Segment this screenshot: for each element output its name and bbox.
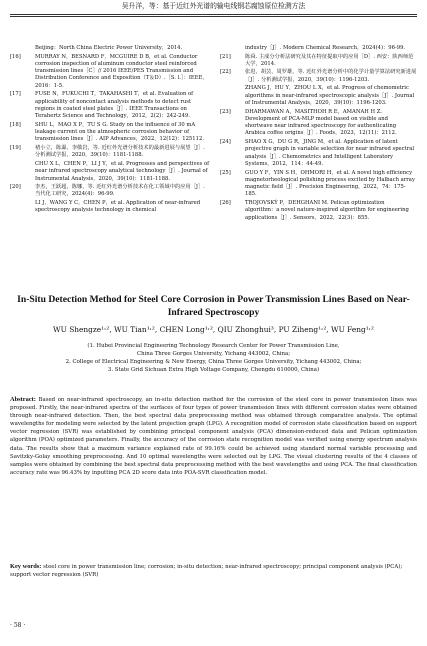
reference-number: [17] <box>10 91 21 98</box>
reference-entry <box>220 109 417 138</box>
references-right-column <box>220 45 417 223</box>
running-header: 吴升洋，等：基于近红外光谱的输电线钢芯腐蚀原位检测方法 <box>121 2 306 10</box>
author-list: WU Shengze¹˒², WU Tian¹˒², CHEN Long¹˒², QIU Zhonghui³, PU Ziheng¹˒², WU Feng¹˒² <box>53 325 374 334</box>
affiliation-line: China Three Gorges University, Yichang 443002, China; <box>136 351 291 357</box>
reference-number: [23] <box>220 108 231 115</box>
reference-entry <box>10 122 210 144</box>
reference-entry <box>220 45 417 52</box>
reference-number: [21] <box>220 53 231 60</box>
reference-text: FUSE N，FUKUCHI T，TAKAHASHI T，et al. Evaluation of applicability of noncontact analysis methods to detect rust regions in coated steel plates［J］. IEEE Transactions on Terahertz Science and Technology，2012，2(2)：242-249. <box>35 91 194 120</box>
affiliation-line: 3. State Grid Sichuan Extra High Voltage Company, Chengdu 610000, China) <box>107 367 320 373</box>
keywords <box>10 563 417 579</box>
reference-entry <box>220 85 417 107</box>
reference-entry <box>10 184 210 199</box>
reference-text: TROJOVSKÝ P，DEHGHANI M. Pelican optimization algorithm：a novel nature-inspired algorithm for engineering applications［J］. Sensors，2022，22(3)：855. <box>245 200 409 221</box>
reference-text: ZHANG J，HU Y，ZHOU L X，et al. Progress of chemometric algorithms in near-infrared spectroscopic analysis［J］. Journal of Instrumental Analysis，2020，39(10)：1196-1203. <box>245 85 415 106</box>
page-number: · 58 · <box>10 622 26 629</box>
affiliation-line: (1. Hubei Provincial Engineering Technology Research Center for Power Transmission Line, <box>87 343 340 349</box>
reference-text: 陈舜. 主成分分析法研究及其在特征提取中的应用［D］. 西安：陕西师范大学，2014. <box>245 53 414 67</box>
reference-entry <box>10 45 210 52</box>
reference-entry <box>220 54 417 69</box>
reference-entry <box>220 139 417 168</box>
reference-entry <box>10 161 210 183</box>
abstract-text: Based on near-infrared spectroscopy, an in-situ detection method for the corrosion of the steel core in power transmission lines was proposed. Firstly, the near-infrared spectra of the surfaces of four types of power transmission lines with different corrosion states were obtained through near-infrared detection. Then, the best spectral data preprocessing method was obtained through comparative analysis. The optimal wavelengths for modeling were selected by the latent projection graph (LPG). A recognition model of corrosion state classification based on support vector regression (SVR) was established by combining principal component analysis (PCA) dimension-reduced data and Pelican optimization algorithm (POA) optimized parameters. Finally, the accuracy of the corrosion state recognition model was verified using energy spectrum analysis data. The results show that a maximum variance explained rate of 99.16% could be achieved using standard normal variable processing and Savitzky-Golay smoothing preprocessing. And 10 optimal wavelengths were selected out by LPG. The visual clustering results of the 4 classes of samples were obtained by combining the best spectral data preprocessing method with the best wavelengths and using PCA. The final classification accuracy rate was 96.43% by inputting PCA 2D score data into POA-SVR classification model. <box>10 397 417 476</box>
reference-text: CHU X L，CHEN P，LI J Y，et al. Progresses and perspectives of near infrared spectroscopy analytical technology［J］. Journal of Instrumental Analysis，2020，39(10)：1181-1188. <box>35 160 210 182</box>
reference-number: [22] <box>220 69 231 76</box>
affiliation-line: 2. College of Electrical Engineering & New Energy, China Three Gorges University, Yichang 443002, China; <box>65 359 362 365</box>
paper-title: In-Situ Detection Method for Steel Core Corrosion in Power Transmission Lines Based on Near-Infrared Spectroscopy <box>17 294 410 318</box>
reference-number: [24] <box>220 139 231 146</box>
abstract <box>10 396 417 477</box>
reference-text: MURRAY N，BESNARD F，MCGUIRE D B，et al. Conductor corrosion inspection of aluminum conductor steel reinforced transmission lines［C］// 2016 IEEE/PES Transmission and Distribution Conference and Exposition（T＆D）.［S. l.］：IEEE，2016：1-5. <box>35 53 208 89</box>
header-rule-double <box>10 16 417 17</box>
keywords-text: steel core in power transmission line; corrosion; in-situ detection; near-infrared spectroscopy; principal component analysis (PCA); support vector regression (SVR) <box>10 564 403 579</box>
header-rule <box>10 14 417 15</box>
reference-entry <box>10 54 210 90</box>
reference-entry <box>10 91 210 120</box>
reference-number: [19] <box>10 145 21 152</box>
reference-text: DHARMAWAN A，MASITHOH R E，AMANAH H Z. Development of PCA-MLP model based on visible and shortwave near infrared spectroscopy for authenticating Arabica coffee origins［J］. Foods，2023，12(11)：2112. <box>245 108 397 137</box>
reference-entry <box>220 200 417 222</box>
reference-number: [20] <box>10 184 21 191</box>
reference-entry <box>10 200 210 215</box>
reference-entry <box>10 145 210 160</box>
reference-text: 褚小立，陈瀑，李敬岩，等. 近红外光谱分析技术的最新进展与展望［J］. 分析测试学报，2020，39(10)：1181-1188. <box>35 145 205 159</box>
keywords-label: Key words: <box>10 563 42 570</box>
abstract-label: Abstract: <box>10 396 36 403</box>
reference-text: industry［J］. Modern Chemical Research，2024(4)：96-99. <box>245 45 406 51</box>
reference-entry <box>220 69 417 84</box>
reference-text: 张进，胡芸，周罗雄，等. 近红外光谱分析中的化学计量学算法研究新进展［J］. 分析测试学报，2020，39(10)：1196-1203. <box>245 69 417 83</box>
reference-number: [26] <box>220 200 231 207</box>
reference-text: GUO Y F，YIN S H，OHMORI H，et al. A novel high efficiency magnetorheological polishing process excited by Halbach array magnetic field［J］. Precision Engineering，2022，74：175-185. <box>245 169 415 198</box>
affiliations <box>10 342 417 374</box>
reference-text: 李杰，王跃超，陈娜，等. 近红外光谱分析技术在化工领域中的应用［J］. 当代化工研究，2024(4)：96-99. <box>35 184 205 198</box>
reference-text: SHU L，MAO X P，TU S G. Study on the influence of 30 mA leakage current on the atmospheric corrosion behavior of transmission lines［J］. AIP Advances，2022，12(12)：125112. <box>35 121 204 143</box>
references-left-column <box>10 45 210 216</box>
reference-entry <box>220 170 417 199</box>
reference-text: SHAO X G，DU G R，JING M，et al. Application of latent projective graph in variable selection for near infrared spectral analysis［J］. Chemometrics and Intelligent Laboratory Systems，2012，114：44-49. <box>245 139 415 167</box>
reference-number: [18] <box>10 121 21 128</box>
reference-number: [25] <box>220 169 231 176</box>
reference-text: Beijing：North China Electric Power University，2014. <box>35 45 183 51</box>
reference-text: LI J，WANG Y C，CHEN P，et al. Application of near-infrared spectroscopy analysis technology in chemical <box>35 200 201 214</box>
reference-number: [16] <box>10 53 21 60</box>
